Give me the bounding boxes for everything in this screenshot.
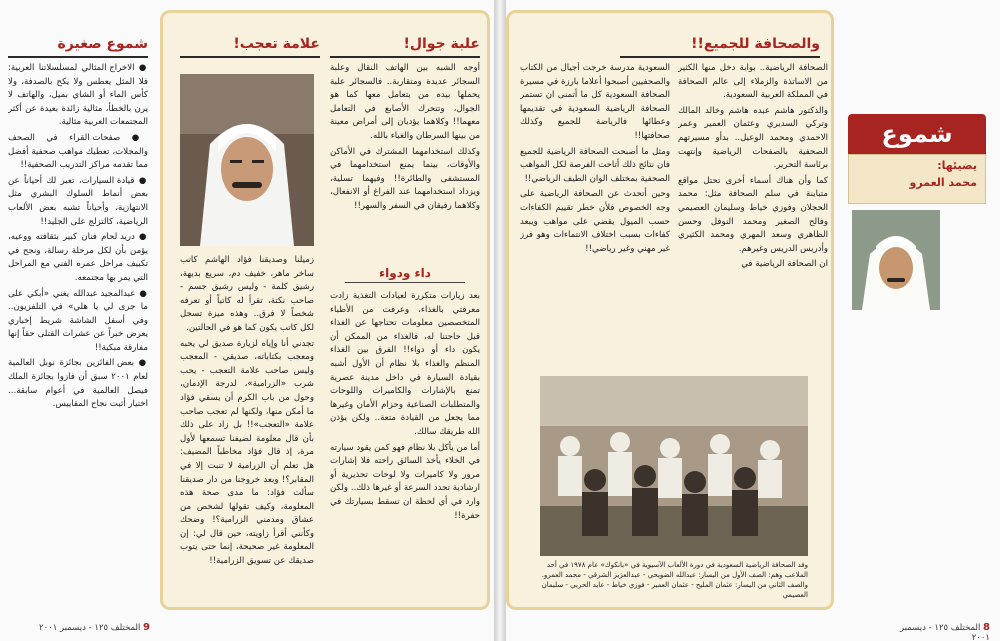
surprise-column [180, 254, 314, 604]
small-candles-title: شموع صغيرة [8, 36, 148, 58]
group-photo [540, 376, 808, 556]
press-paragraph: وحين أتحدث عن الصحافة الرياضية على وجه الخصوص فلأن خطر تقييم الكفاءات حسب الميول يقضي على مواهب ويبعد كفاءات بسبب اختلاف الانتماءات وهو فرز غير مهني وغير رياضي!! [520, 189, 670, 254]
byline-label: يضيئها: [937, 159, 977, 172]
jawwal-column [330, 62, 480, 260]
candle-item: ● الاخراج المثالي لمسلسلاتنا العربية: فلا المثل يعطس ولا يكح بالصدفة، ولا كأس الماء أو الشاي بميل، والهاتف لا يرن بالخطأ، مثالية زائدة بعيدة عن أكثر المجتمعات العربية مثالية. [8, 63, 148, 128]
candle-item: ● بعض الفائزين بجائزة نوبل العالمية لعام ٢٠٠١ سبق أن فازوا بجائزة الملك فيصل العالمية في أعوام سابقة... اختيار أثبت نجاح المقاييس. [8, 358, 148, 410]
press-paragraph: كما وأن هناك أسماء أخرى تحتل مواقع متباينة في سلم الصحافة مثل: محمد الحجلان وفوزي خياط وسليمان العصيمي وفالح الصغير ومحمد النوفل وحسن الظاهري وسعد المهري ومحمد الكثيري وأدريس الدريس وغيرهم. [678, 175, 828, 254]
group-photo-illustration [540, 376, 808, 556]
author-photo [852, 210, 940, 310]
press-paragraph: السعودية مدرسة خرجت أجيال من الكتاب والصحفيين أصبحوا أعلاما بارزة في مسيرة الصحافة السعودية كل ما أتمنى ان تستمر الصحافة الرياضية السعودية في تقديمها وعطائها فالرياضة للجميع وكذلك صحافتها!! [520, 63, 670, 141]
press-paragraph: الصحافة الرياضية.. بوابة دخل منها الكثير من الاساتذة والزملاء إلى عالم الصحافة في المملكة العربية السعودية. [678, 63, 828, 101]
press-paragraph: ومثل ما أصبحت الصحافة الرياضية للجميع فان نتائج ذلك أتاحت الفرصة لكل المواهب الصحفية بمختلف الوان الطيف الرياضي!! [520, 146, 670, 184]
candle-item: ● قيادة السيارات، تعبر لك أحياناً عن بعض أنماط السلوك البشري مثل الانتهازية، وأحياناً تشبه بعض الألعاب الرياضية، كالتزلج على الجليد!! [8, 175, 148, 227]
surprise-title: علامة تعجب! [180, 36, 320, 58]
candle-item: ● صفحات القراء في الصحف والمجلات، تعطيك مواهب صحفية أفضل مما تقدمه مراكز التدريب الصحفية!! [8, 132, 148, 171]
press-title: والصحافة للجميع!! [620, 36, 820, 58]
group-photo-caption: وفد الصحافة الرياضية السعودية في دورة الألعاب الآسيوية في «بانكوك» عام ١٩٧٨ في أحد الملاعب وهم: الصف الأول من اليسار: عبدالله الضويحي - عبدالعزيز الشرقي - محمد العمرو. والصف الثاني من اليسار: عثمان المليح - عثمان العمير - فوزي خياط - عايد الحربي - سليمان العصيمي [541, 561, 808, 599]
page-spine [494, 0, 506, 641]
press-column-b [520, 62, 670, 374]
cure-column [330, 290, 480, 604]
series-byline-box [848, 154, 986, 204]
cure-subtitle: داء ودواء [345, 266, 465, 283]
candle-item: ● عبدالمجيد عبدالله يغني «أبكي على ما جرى لي يا هلي» في التلفزيون.. وفي أسفل الشاشة شريط إخباري يعرض خبراً عن عشرات القتلى حقاً إنها مفارقة مبكية!! [8, 288, 148, 353]
jawwal-title: علبة جوال! [330, 36, 480, 58]
candle-item: ● دريد لحام فنان كبير بثقافته ووعيه، يؤمن بأن لكل مرحلة رسالة، ونجح في تكييف مراحل عمره الفني مع المراحل التي يمر بها مجتمعه. [8, 232, 148, 283]
jawwal-paragraph: أوجه الشبه بين الهاتف النقال وعلبة السجائر عديدة ومتقاربة.. فالسجائر علبة يحملها بيده من يتعامل معها كما هو الجوال، وتتحرك الأصابع في التعامل معهما!! وكلاهما يؤديان إلى أمراض معينة من بينها السرطان والغباء بالله. [330, 63, 480, 141]
surprise-paragraph: تجدني أنا وإياه لزيارة صديق لي يحبه ومعجب بكتاباته، صديقي - المعجب وليس صاحب علامة التعجب - يحب شرب «الزرامية»، لدرجة الإدمان، وحول من باب الكرم أن يسقي فؤاد ما أمكن منها، ولكنها لم تعجب صاحب علامة «التعجب»!! بل زاد على ذلك بأن قال معلومة لضيفنا تسمعها لأول مرة، إذ قال فؤاد مخاطباً المضيف: هل تعلم أن الزرامية لا تنبت إلا في المقابر؟! وبعد خروجنا من دار صديقنا سألت فؤاد: ما مدى صحة هذه المعلومة، وكيف تقولها لشخص من عشاق ومدمني الزرامية؟! وضحك وكأنني أقرأ زاويته، حين قال لي: إن المعلومة غير صحيحة، إنما حتى يتوب صديقك عن تسويق الزرامية!! [180, 338, 314, 567]
jawwal-paragraph: وكذلك استخدامهما المشترك في الأماكن والأوقات، بينما يمنع استخدامهما في المستشفى والطائرة!! وفيهما تسلية، ويزداد استخدامهما عند الفراغ أو الانفعال، وكلاهما رفيقان في السفر والسهر!! [330, 146, 480, 211]
cure-paragraph: بعد زيارات متكررة لعيادات التغذية زادت معرفتي بالغذاء، وعرفت من الأطباء المتخصصين معلومات تحتاجها عن الغذاء قبل حاجتنا له، فالغذاء من الممكن أن يكون داء أو دواء!! الفرق بين الغذاء المنظم والغذاء بلا نظام أن الأول أشبه بقيادة السيارة في داخل مدينة عصرية تمنع بالإشارات والكاميرات واللوحات والمتطلبات الصناعية وحزام الأمان وغيرها مما يجعل من القيادة متعة.. ولكن يؤذن الله طريقك سالك. [330, 291, 480, 437]
series-badge-title: شموع [848, 114, 986, 154]
press-paragraph: والدكتور هاشم عبده هاشم وخالد المالك وتركي السديري وعثمان العمير وعمر الاحمدي ومحمد الوعيل.. بدأو مسيرتهم الصحفية بالصفحات الرياضية وإنتهت برئاسة التحرير. [678, 105, 828, 171]
press-column-a [678, 62, 828, 374]
author-portrait-illustration [852, 210, 940, 310]
small-candles-column [8, 62, 148, 602]
columnist-photo [180, 74, 314, 246]
right-folio: 8 المختلف ١٢٥ - ديسمبر ٢٠٠١ [900, 622, 990, 641]
byline-author: محمد العمرو [909, 176, 977, 189]
surprise-paragraph: زميلنا وصديقنا فؤاد الهاشم كاتب ساخر ماهر، خفيف دم، سريع بديهة، رشيق كلمة - وليس رشيق جسم - صاحب نكتة، تقرأ له كاتباً أو تعرفه شخصاً لا فرق.. وهذه ميزة تسجل لكل كاتب يكون كما هو في الحالتين. [180, 255, 314, 333]
left-folio: 9 المختلف ١٢٥ - ديسمبر ٢٠٠١ [39, 622, 150, 633]
portrait-illustration [180, 74, 314, 246]
press-paragraph: ان الصحافة الرياضية في [741, 259, 828, 270]
cure-paragraph: أما من يأكل بلا نظام فهو كمن يقود سيارته في الخلاء يأخذ السائق راحته فلا إشارات مرور ولا كاميرات ولا لوحات تحذيرية أو ارشادية تحدد السرعة أو غيرها ذلك.. ولكن وارد في أي لحظة ان تسقط بسيارتك في حفرة!! [330, 442, 480, 521]
